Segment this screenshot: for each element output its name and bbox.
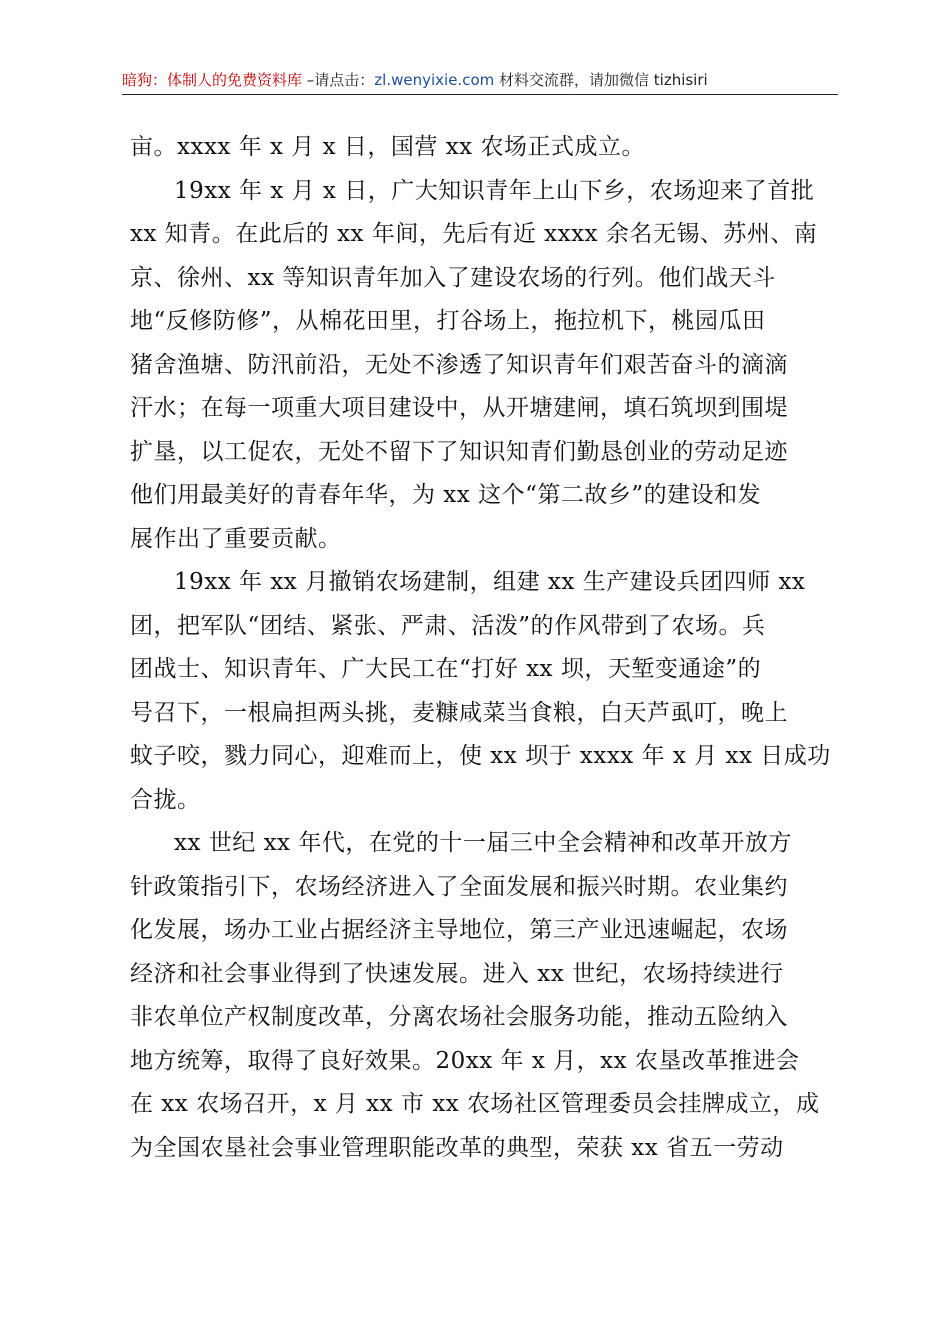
text-line: 合拢。	[130, 786, 201, 813]
text-line: 京、徐州、xx 等知识青年加入了建设农场的行列。他们战天斗	[130, 264, 776, 291]
text-line: 号召下，一根扁担两头挑，麦糠咸菜当食粮，白天芦虱叮，晚上	[130, 699, 788, 726]
text-line: 地“反修防修”，从棉花田里，打谷场上，拖拉机下，桃园瓜田	[130, 308, 766, 334]
text-line: 为全国农垦社会事业管理职能改革的典型，荣获 xx 省五一劳动	[130, 1134, 784, 1161]
text-line: 他们用最美好的青春年华，为 xx 这个“第二故乡”的建设和发	[130, 482, 762, 508]
text-line: 团，把军队“团结、紧张、严肃、活泼”的作风带到了农场。兵	[130, 612, 766, 639]
text-line: 针政策指引下，农场经济进入了全面发展和振兴时期。农业集约	[130, 873, 788, 900]
text-line: 化发展，场办工业占据经济主导地位，第三产业迅速崛起，农场	[130, 917, 788, 943]
page-header	[122, 66, 838, 95]
text-line: 经济和社会事业得到了快速发展。进入 xx 世纪，农场持续进行	[130, 960, 784, 987]
text-line: 19xx 年 xx 月撤销农场建制，组建 xx 生产建设兵团四师 xx	[174, 569, 806, 595]
text-line: 猪舍渔塘、防汛前沿，无处不渗透了知识青年们艰苦奋斗的滴滴	[130, 351, 788, 378]
header-wechat-note: 材料交流群，请加微信 tizhisiri	[494, 71, 708, 89]
text-line: 在 xx 农场召开，x 月 xx 市 xx 农场社区管理委员会挂牌成立，成	[130, 1091, 820, 1117]
text-line: 地方统筹，取得了良好效果。20xx 年 x 月，xx 农垦改革推进会	[130, 1047, 800, 1074]
text-line: xx 知青。在此后的 xx 年间，先后有近 xxxx 余名无锡、苏州、南	[130, 221, 818, 247]
text-line: xx 世纪 xx 年代，在党的十一届三中全会精神和改革开放方	[174, 830, 792, 856]
text-line: 展作出了重要贡献。	[130, 525, 342, 552]
text-line: 蚊子咬，戮力同心，迎难而上，使 xx 坝于 xxxx 年 x 月 xx 日成功	[130, 743, 831, 769]
text-line: 扩垦，以工促农，无处不留下了知识知青们勤恳创业的劳动足迹	[130, 438, 788, 465]
text-line: 19xx 年 x 月 x 日，广大知识青年上山下乡，农场迎来了首批	[174, 177, 815, 204]
header-link[interactable]: zl.wenyixie.com	[374, 71, 495, 89]
text-line: 团战士、知识青年、广大民工在“打好 xx 坝，天堑变通途”的	[130, 656, 762, 682]
text-line: 亩。xxxx 年 x 月 x 日，国营 xx 农场正式成立。	[130, 134, 645, 160]
header-brand: 暗狗：体制人的免费资料库	[122, 71, 303, 89]
document-body	[130, 126, 842, 1170]
header-click-prompt: –请点击：	[302, 71, 375, 89]
text-line: 汗水；在每一项重大项目建设中，从开塘建闸，填石筑坝到围堤	[130, 395, 788, 421]
text-line: 非农单位产权制度改革，分离农场社会服务功能，推动五险纳入	[130, 1004, 788, 1030]
